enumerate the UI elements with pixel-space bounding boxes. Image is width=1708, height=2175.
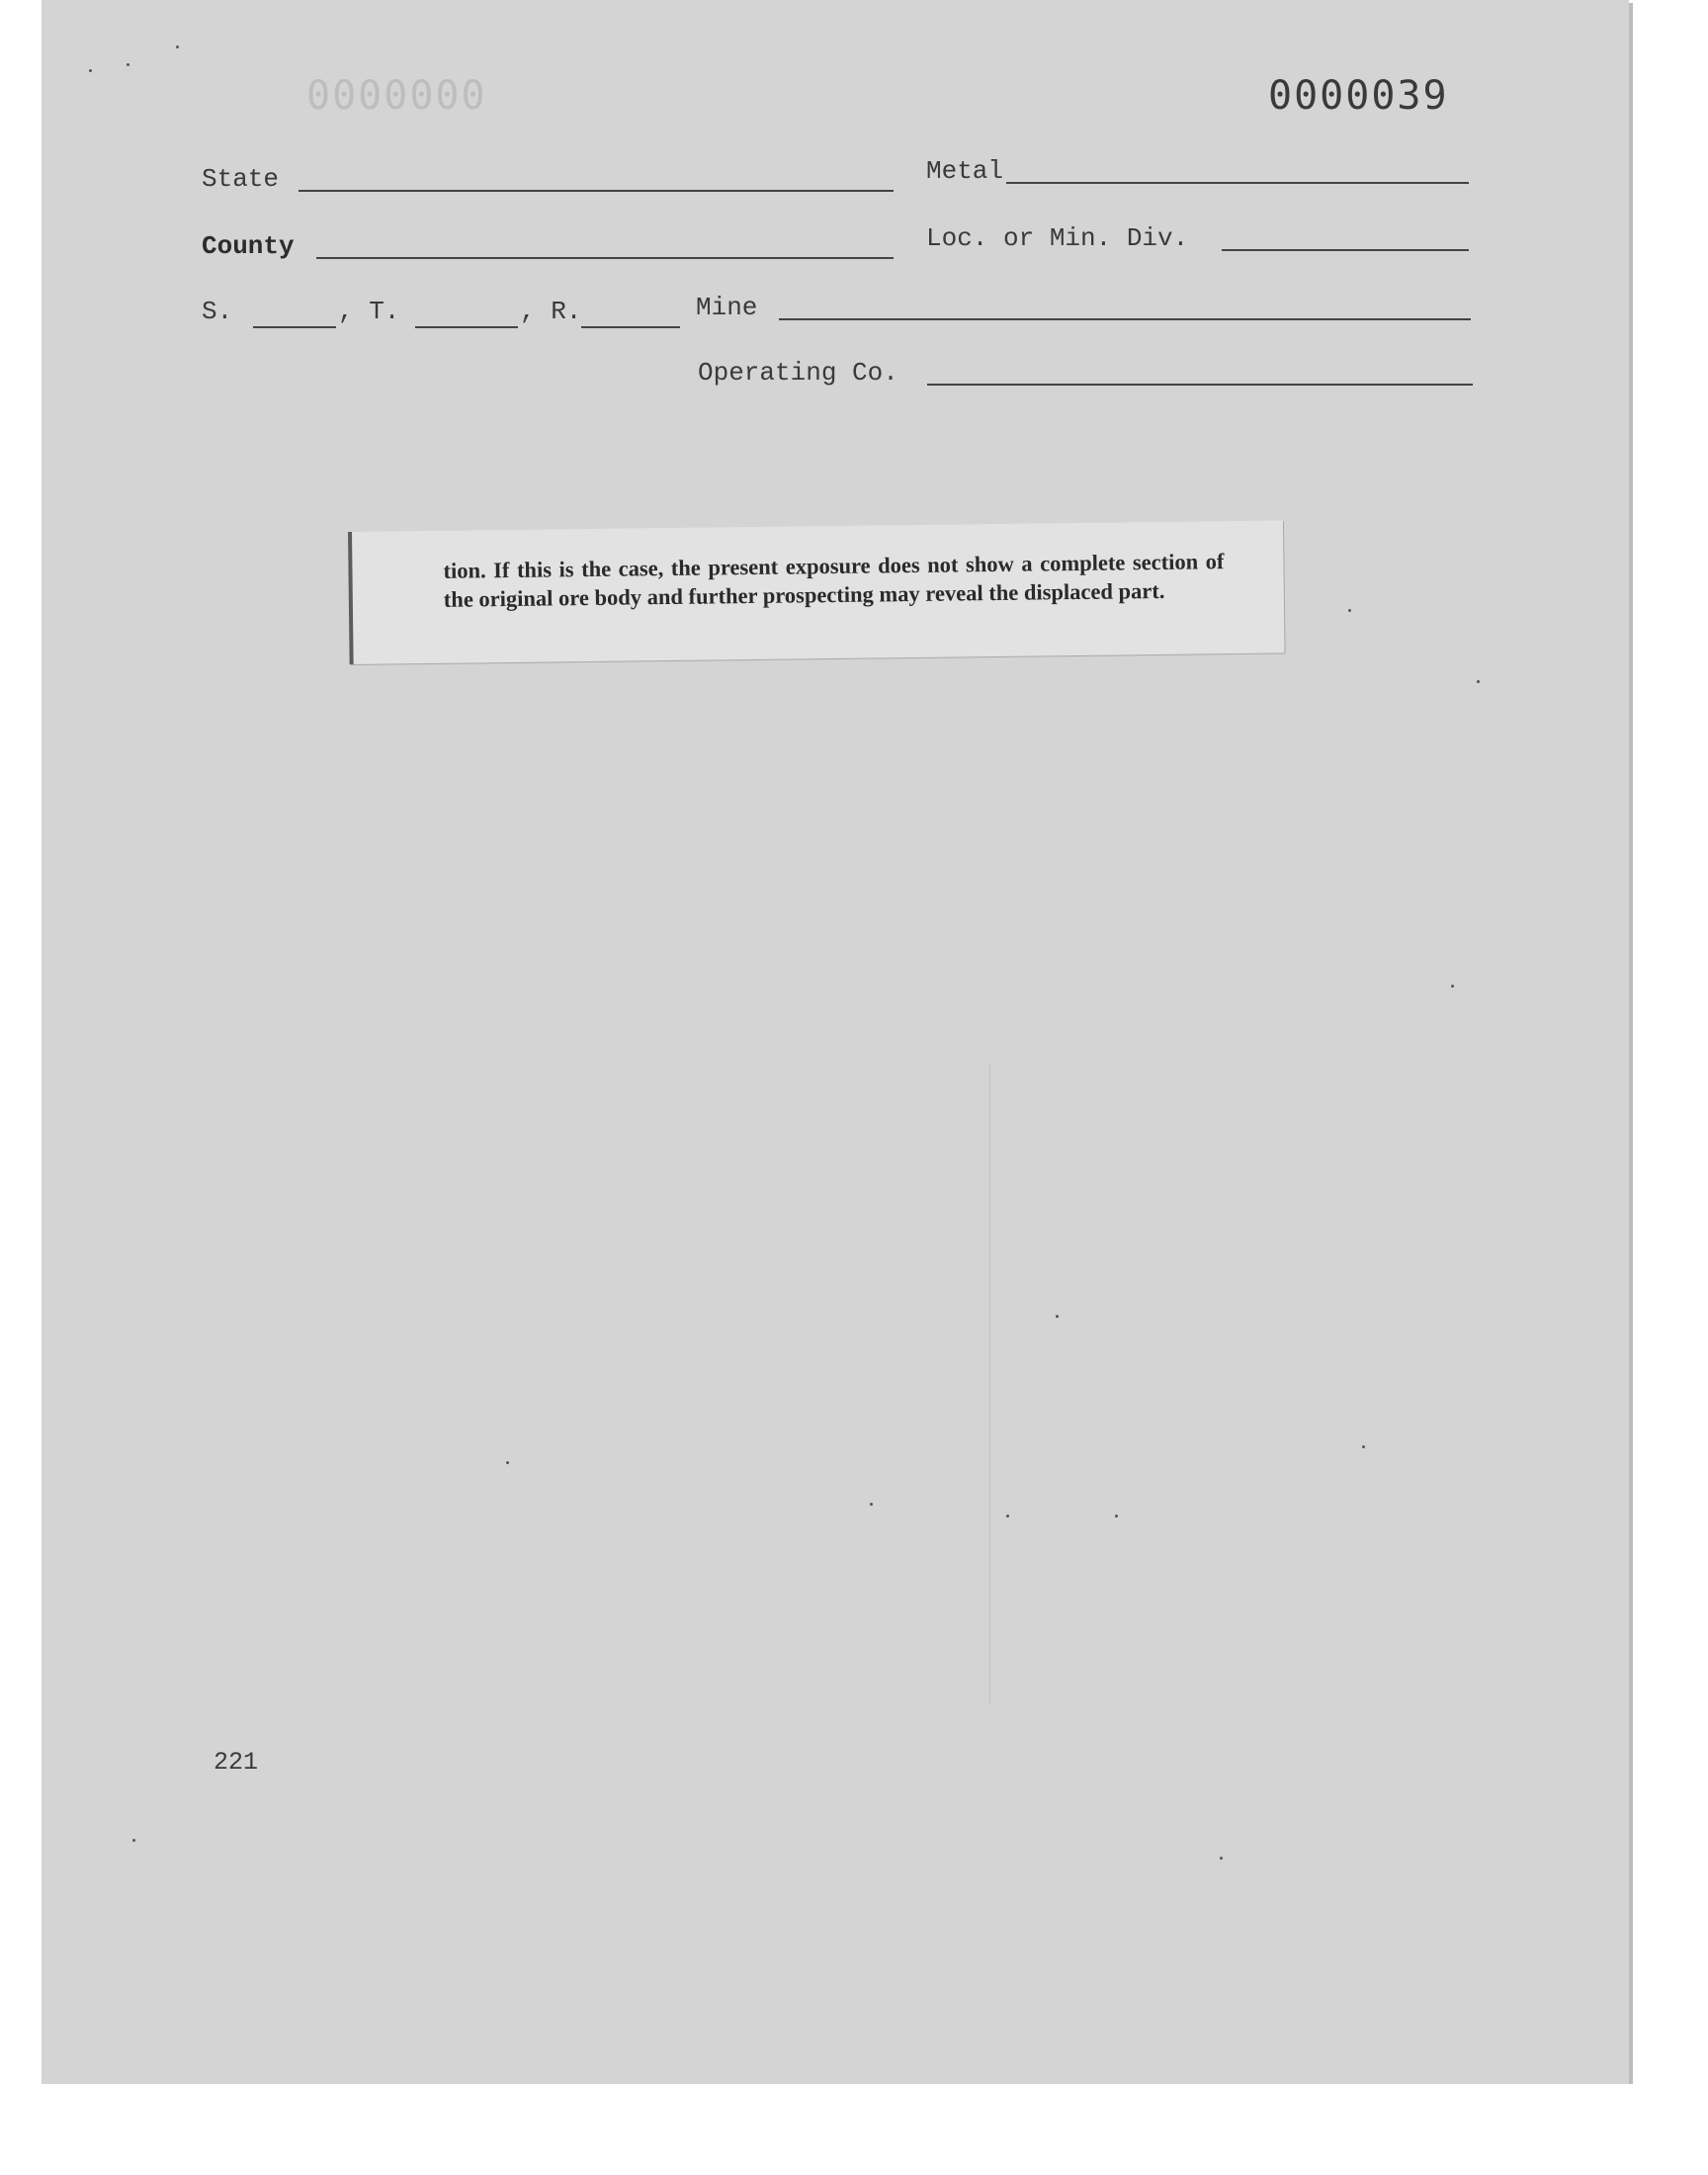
scan-speck [506, 1461, 509, 1464]
scan-speck [132, 1839, 135, 1842]
operating-company-label: Operating Co. [698, 358, 898, 388]
range-label: , R. [520, 297, 582, 326]
fold-line [989, 1063, 990, 1705]
metal-label: Metal [926, 156, 1004, 186]
range-field-line [581, 326, 680, 328]
county-field-line [316, 257, 894, 259]
faint-serial-number: 0000000 [306, 73, 487, 119]
mine-field-line [779, 318, 1471, 320]
scan-speck [870, 1503, 873, 1506]
location-label: Loc. or Min. Div. [926, 223, 1189, 253]
scan-speck [1362, 1445, 1365, 1448]
operating-company-field-line [927, 384, 1473, 386]
scan-speck [127, 63, 129, 66]
scan-speck [89, 69, 92, 72]
state-label: State [202, 164, 280, 194]
scan-speck [1451, 985, 1454, 988]
township-field-line [415, 326, 518, 328]
scan-speck [1006, 1515, 1009, 1518]
scan-speck [176, 45, 179, 48]
section-field-line [253, 326, 336, 328]
document-page [42, 0, 1629, 2084]
serial-number: 0000039 [1268, 73, 1449, 119]
state-field-line [299, 190, 894, 192]
clipping-text: tion. If this is the case, the present exposure does not show a complete section of the original ore body and further prospecting may reveal the displaced part. [443, 549, 1225, 612]
scan-speck [1056, 1315, 1059, 1318]
county-label: County [202, 231, 295, 261]
township-label: , T. [338, 297, 400, 326]
scan-margin [0, 2084, 1708, 2175]
scan-speck [1348, 609, 1351, 612]
mine-label: Mine [696, 293, 758, 322]
pasted-clipping [348, 520, 1285, 664]
scan-speck [1115, 1515, 1118, 1518]
page-number: 221 [214, 1748, 259, 1777]
scan-speck [1477, 680, 1480, 683]
metal-field-line [1006, 182, 1469, 184]
location-field-line [1222, 249, 1469, 251]
section-label: S. [202, 297, 233, 326]
scan-speck [1220, 1857, 1223, 1860]
